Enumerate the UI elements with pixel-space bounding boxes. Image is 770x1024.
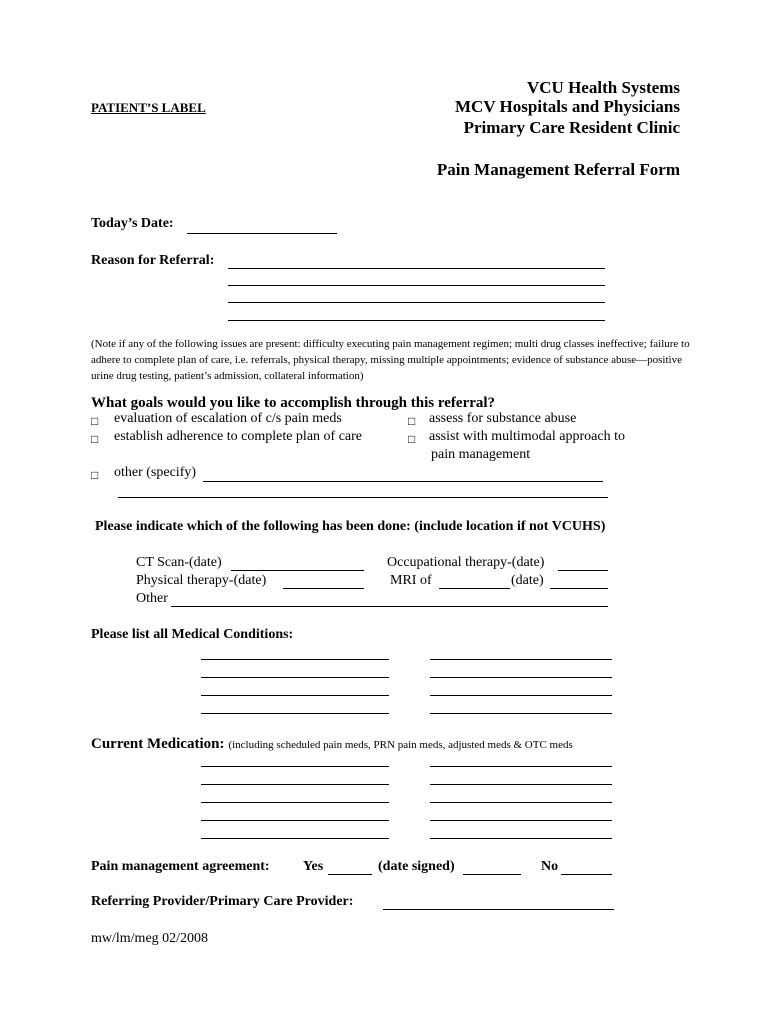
goal-opt5-label: other (specify)	[114, 465, 197, 480]
reason-field-line-4[interactable]	[228, 320, 605, 321]
medication-field[interactable]	[201, 766, 389, 767]
todays-date-label: Today’s Date:	[91, 216, 174, 231]
condition-field[interactable]	[201, 695, 389, 696]
agreement-date-field[interactable]	[463, 874, 521, 875]
agreement-no-label: No	[541, 859, 559, 874]
condition-field[interactable]	[430, 695, 612, 696]
mri-of-field[interactable]	[439, 588, 510, 589]
condition-field[interactable]	[430, 659, 612, 660]
org-hospital: MCV Hospitals and Physicians	[455, 97, 680, 116]
medication-field[interactable]	[430, 838, 612, 839]
reason-label: Reason for Referral:	[91, 253, 215, 268]
medication-field[interactable]	[430, 784, 612, 785]
pt-date-field[interactable]	[283, 588, 364, 589]
medication-heading: Current Medication	[91, 736, 220, 752]
pt-label: Physical therapy-(date)	[136, 573, 267, 588]
conditions-heading: Please list all Medical Conditions:	[91, 627, 294, 642]
agreement-signed-label: (date signed)	[378, 859, 455, 874]
condition-field[interactable]	[201, 659, 389, 660]
medication-field[interactable]	[430, 802, 612, 803]
ot-label: Occupational therapy-(date)	[387, 555, 545, 570]
other-label: Other	[136, 591, 168, 606]
form-title: Pain Management Referral Form	[436, 160, 680, 179]
medication-heading-row	[91, 735, 573, 753]
reason-field-line-2[interactable]	[228, 285, 605, 286]
provider-label: Referring Provider/Primary Care Provider:	[91, 894, 354, 909]
other-specify-field[interactable]	[203, 481, 603, 482]
org-name: VCU Health Systems	[527, 78, 680, 97]
checkbox-opt1[interactable]: □	[91, 414, 99, 428]
ot-date-field[interactable]	[558, 570, 608, 571]
medication-field[interactable]	[201, 784, 389, 785]
agreement-yes-label: Yes	[303, 859, 324, 874]
checkbox-opt5[interactable]: □	[91, 468, 99, 482]
reason-field-line-3[interactable]	[228, 302, 605, 303]
checkbox-opt2[interactable]: □	[91, 432, 99, 446]
todays-date-field[interactable]	[187, 233, 337, 234]
mri-date-label: (date)	[511, 573, 544, 588]
goal-opt2-label: establish adherence to complete plan of care	[114, 429, 362, 444]
ct-scan-date-field[interactable]	[231, 570, 364, 571]
provider-field[interactable]	[383, 909, 614, 910]
form-code: mw/lm/meg 02/2008	[91, 931, 209, 946]
mri-label: MRI of	[390, 573, 432, 588]
agreement-label: Pain management agreement:	[91, 859, 270, 874]
goals-heading: What goals would you like to accomplish through this referral?	[91, 395, 496, 411]
reason-field-line-1[interactable]	[228, 268, 605, 269]
mri-date-field[interactable]	[550, 588, 608, 589]
medication-field[interactable]	[201, 820, 389, 821]
medication-note: (including scheduled pain meds, PRN pain meds, adjusted meds & OTC meds	[228, 739, 573, 751]
medication-field[interactable]	[201, 838, 389, 839]
checkbox-opt4[interactable]: □	[408, 432, 416, 446]
condition-field[interactable]	[201, 713, 389, 714]
ct-scan-label: CT Scan-(date)	[136, 555, 222, 570]
condition-field[interactable]	[430, 677, 612, 678]
medication-field[interactable]	[201, 802, 389, 803]
other-specify-field-2[interactable]	[118, 497, 608, 498]
other-done-field[interactable]	[171, 606, 608, 607]
medication-field[interactable]	[430, 820, 612, 821]
agreement-yes-field[interactable]	[328, 874, 372, 875]
agreement-no-field[interactable]	[561, 874, 612, 875]
medication-colon: :	[219, 736, 225, 752]
note-text: (Note if any of the following issues are present: difficulty executing pain management regimen; multi drug classes ineffective; failure to adhere to complete plan of care, i.e. referrals, physical therapy, missing multiple appointments; evidence of substance abuse—positive urine drug testing, patient’s admission, collateral information)	[91, 338, 690, 382]
condition-field[interactable]	[201, 677, 389, 678]
goal-opt4-label: assist with multimodal approach to	[429, 429, 625, 444]
goal-opt3-label: assess for substance abuse	[429, 411, 577, 426]
goal-opt4-label-cont: pain management	[431, 447, 531, 462]
org-clinic: Primary Care Resident Clinic	[463, 118, 680, 137]
goal-opt1-label: evaluation of escalation of c/s pain meds	[114, 411, 342, 426]
medication-field[interactable]	[430, 766, 612, 767]
condition-field[interactable]	[430, 713, 612, 714]
done-heading: Please indicate which of the following has been done: (include location if not VCUHS)	[95, 519, 606, 534]
patients-label: PATIENT’S LABEL	[91, 100, 206, 115]
checkbox-opt3[interactable]: □	[408, 414, 416, 428]
